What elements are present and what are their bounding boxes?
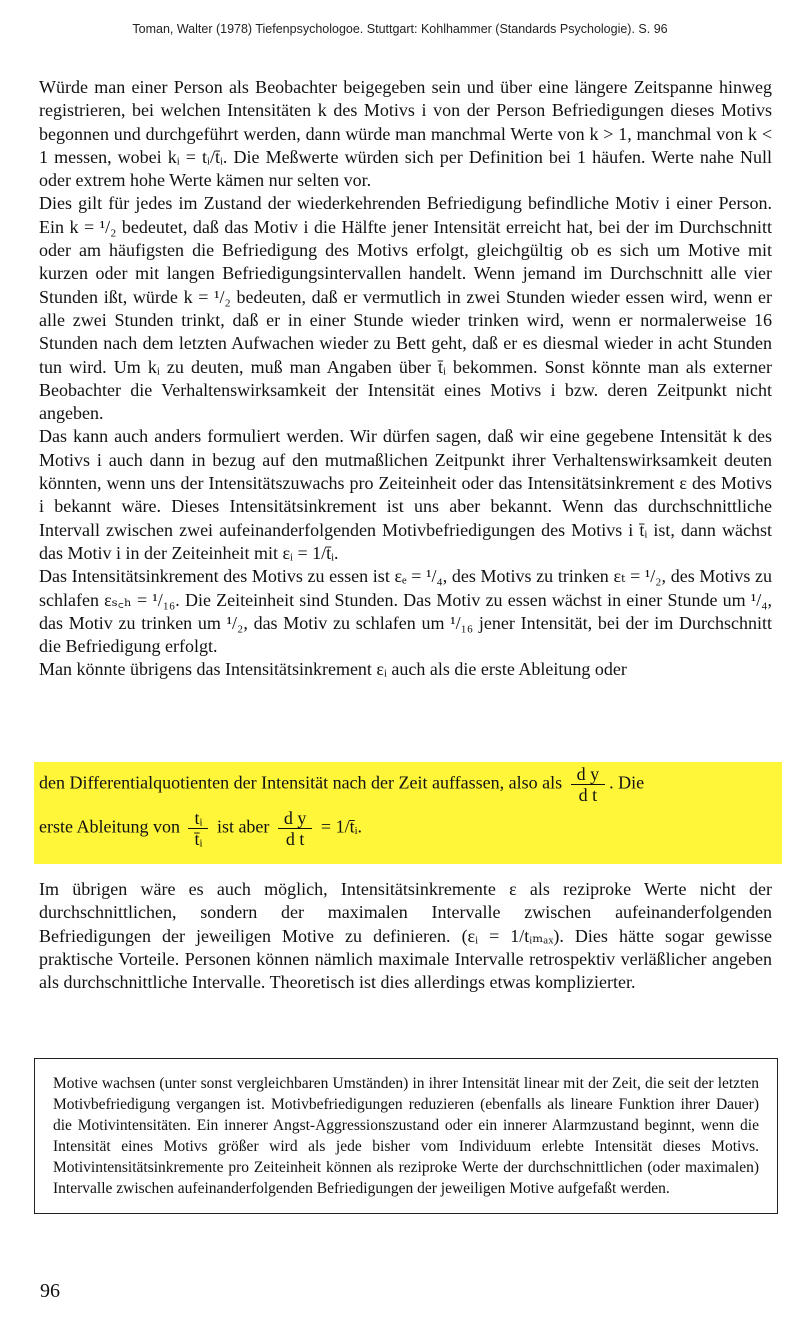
highlighted-passage: [34, 762, 782, 864]
derivative-fraction: [278, 808, 313, 849]
paragraph: Das kann auch anders formuliert werden. Wir dürfen sagen, daß wir eine gegebene Intensität k des Motivs i auch dann in bezug auf den mutmaßlichen Zeitpunkt ihrer Verhaltenswirksamkeit deuten könnten, wenn uns der Intensitätszuwachs pro Zeiteinheit oder das Intensitätsinkrement ε des Motivs i bekannt wäre. Dieses Intensitätsinkrement ist uns aber bekannt. Wenn das durchschnittliche Intervall zwischen zwei aufeinanderfolgenden Motivbefriedigungen des Motivs i t̄ᵢ ist, dann wächst das Motiv i in der Zeiteinheit mit εᵢ = 1/t̄ᵢ.: [39, 426, 772, 563]
summary-box: [34, 1058, 778, 1214]
paragraph: Dies gilt für jedes im Zustand der wiederkehrenden Befriedigung befindliche Motiv i einer Person. Ein k = ¹/₂ bedeutet, daß das Motiv i die Hälfte jener Intensität erreicht hat, bei der im Durchschnitt oder am häufigsten die Befriedigung des Motivs erfolgt, gleichgültig ob es sich um Motive mit kurzen oder mit langen Befriedigungsintervallen handelt. Wenn jemand im Durchschnitt alle vier Stunden ißt, würde k = ¹/₂ bedeuten, daß er vermutlich in zwei Stunden wieder essen wird, wenn er alle zwei Stunden trinkt, daß er in einer Stunde wieder trinken wird, wenn er normalerweise 16 Stunden nach dem letzten Aufwachen wieder zu Bett geht, daß er es diesmal wieder in acht Stunden tun wird. Um kᵢ zu deuten, muß man Angaben über t̄ᵢ bekommen. Sonst könnte man als externer Beobachter die Verhaltenswirksamkeit der Intensität eines Motivs i bzw. deren Zeitpunkt nicht angeben.: [39, 193, 772, 424]
highlight-text: den Differentialquotienten der Intensität nach der Zeit auffassen, also als: [39, 772, 563, 793]
paragraph: Im übrigen wäre es auch möglich, Intensitätsinkremente ε als reziproke Werte nicht der durchschnittlichen, sondern der maximalen Intervalle zwischen aufeinanderfolgenden Befriedigungen der jeweiligen Motive zu definieren. (εᵢ = 1/tᵢₘₐₓ). Dies hätte sogar gewisse praktische Vorteile. Personen können nämlich maximale Intervalle retrospektiv verläßlicher angeben als durchschnittliche Intervalle. Theoretisch ist dies allerdings etwas komplizierter.: [39, 879, 772, 993]
fraction-numerator: d y: [571, 764, 606, 785]
page-number: 96: [40, 1280, 60, 1302]
fraction-denominator: t̄ᵢ: [194, 829, 203, 849]
fraction-denominator: d t: [578, 785, 598, 805]
paragraph: Das Intensitätsinkrement des Motivs zu essen ist εₑ = ¹/₄, des Motivs zu trinken εₜ = ¹/₂, des Motivs zu schlafen εₛ꜀ₕ = ¹/₁₆. Die Zeiteinheit sind Stunden. Das Motiv zu essen wächst in einer Stunde um ¹/₄, das Motiv zu trinken um ¹/₂, das Motiv zu schlafen um ¹/₁₆ jener Intensität, bei der im Durchschnitt die Befriedigung erfolgt.: [39, 566, 772, 657]
highlight-line-2: [39, 808, 362, 849]
highlight-text: = 1/t̄ᵢ.: [320, 816, 363, 837]
summary-text: Motive wachsen (unter sonst vergleichbaren Umständen) in ihrer Intensität linear mit der Zeit, die seit der letzten Motivbefriedigung vergangen ist. Motivbefriedigungen reduzieren (ebenfalls als lineare Funktion ihrer Dauer) die Motivintensitäten. Ein innerer Angst-Aggressionszustand oder ein innerer Alarmzustand beginnt, wenn die Intensität eines Motivs größer wird als jede bisher vom Individuum erlebte Intensität dieses Motivs. Motivintensitätsinkremente pro Zeiteinheit können als reziproke Werte der durchschnittlichen (oder maximalen) Intervalle zwischen aufeinanderfolgenden Befriedigungen der jeweiligen Motive aufgefaßt werden.: [53, 1075, 759, 1197]
highlight-line-1: [39, 764, 644, 805]
fraction-numerator: d y: [278, 808, 313, 829]
highlight-text: erste Ableitung von: [39, 816, 180, 837]
fraction-numerator: tᵢ: [188, 808, 208, 829]
continuation-text: [39, 878, 772, 994]
paragraph: Würde man einer Person als Beobachter beigegeben sein und über eine längere Zeitspanne hinweg registrieren, bei welchen Intensitäten k des Motivs i von der Person Befriedigungen dieses Motivs begonnen und durchgeführt werden, dann würde man manchmal Werte von k > 1, manchmal von k < 1 messen, wobei kᵢ = tᵢ/t̄ᵢ. Die Meßwerte würden sich per Definition bei 1 häufen. Werte nahe Null oder extrem hohe Werte kämen nur selten vor.: [39, 77, 772, 191]
highlight-text: ist aber: [216, 816, 270, 837]
highlight-text: . Die: [609, 772, 645, 793]
main-text: [39, 76, 772, 682]
citation-header: Toman, Walter (1978) Tiefenpsychologoe. Stuttgart: Kohlhammer (Standards Psychologie). S. 96: [132, 22, 668, 36]
paragraph: Man könnte übrigens das Intensitätsinkrement εᵢ auch als die erste Ableitung oder: [39, 659, 627, 680]
ratio-fraction: [188, 808, 208, 849]
fraction-denominator: d t: [285, 829, 305, 849]
derivative-fraction: [571, 764, 606, 805]
